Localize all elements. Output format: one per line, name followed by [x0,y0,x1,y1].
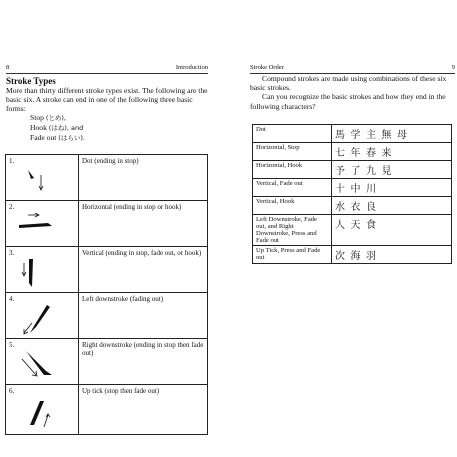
table-row [253,125,452,143]
vertical-stroke-icon [14,257,54,291]
stroke-category: Vertical, Hook [253,197,332,215]
ending-form-item: Hook (はね), and [30,123,84,133]
stroke-category: Horizontal, Stop [253,143,332,161]
stroke-description: Dot (ending in stop) [79,155,208,201]
table-row [6,293,208,339]
stroke-description: Right downstroke (ending in stop then fade out) [79,339,208,385]
table-row [253,179,452,197]
section-title: Stroke Types [6,76,56,86]
stroke-category: Dot [253,125,332,143]
stroke-number-cell: 3. [6,247,79,293]
table-row [253,161,452,179]
table-row [253,143,452,161]
intro-paragraph: More than thirty different stroke types exist. The following are the basic six. A stroke can end in one of the following three basic forms: [6,86,208,114]
table-row [253,246,452,264]
stroke-description: Horizontal (ending in stop or hook) [79,201,208,247]
stroke-description: Vertical (ending in stop, fade out, or hook) [79,247,208,293]
left-running-head [6,60,208,74]
left-downstroke-icon [14,303,59,337]
stroke-category: Horizontal, Hook [253,161,332,179]
ending-forms-list [30,113,85,144]
character-examples-table [252,124,452,264]
right-running-title: Stroke Order [250,64,284,71]
horizontal-stroke-icon [14,211,59,241]
stroke-number-cell: 1. [6,155,79,201]
compound-strokes-text [250,74,455,111]
right-page-number: 9 [451,64,455,71]
stroke-description: Up tick (stop then fade out) [79,385,208,435]
stroke-category: Left Downstroke, Fade out, and Right Downstroke, Press and Fade out [253,215,332,246]
dot-stroke-icon [14,165,54,195]
example-characters: 次 海 羽 [332,246,452,264]
example-characters: 十 中 川 [332,179,452,197]
right-downstroke-icon [14,349,59,383]
example-characters: 人 天 食 [332,215,452,246]
table-row [6,201,208,247]
stroke-category: Up Tick, Press and Fade out [253,246,332,264]
example-characters: 馬 学 主 無 母 [332,125,452,143]
stroke-number-cell: 2. [6,201,79,247]
table-row [253,197,452,215]
left-page-number: 8 [6,64,10,71]
stroke-number-cell: 5. [6,339,79,385]
paragraph: Can you recognize the basic strokes and how they end in the following characters? [250,92,446,111]
stroke-description: Left downstroke (fading out) [79,293,208,339]
ending-form-item: Stop (とめ), [30,113,66,122]
table-row [6,247,208,293]
example-characters: 予 了 九 見 [332,161,452,179]
stroke-number-cell: 6. [6,385,79,435]
paragraph: Compound strokes are made using combinations of these six basic strokes. [250,74,447,93]
stroke-category: Vertical, Fade out [253,179,332,197]
stroke-number-cell: 4. [6,293,79,339]
right-running-head [250,60,455,74]
up-tick-icon [14,395,54,431]
stroke-types-table [5,154,208,435]
example-characters: 水 衣 良 [332,197,452,215]
table-row [6,155,208,201]
table-row [6,339,208,385]
table-row [253,215,452,246]
example-characters: 七 年 春 来 [332,143,452,161]
ending-form-item: Fade out (はらい). [30,133,85,143]
table-row [6,385,208,435]
left-running-title: Introduction [175,64,208,71]
left-page [0,0,228,457]
